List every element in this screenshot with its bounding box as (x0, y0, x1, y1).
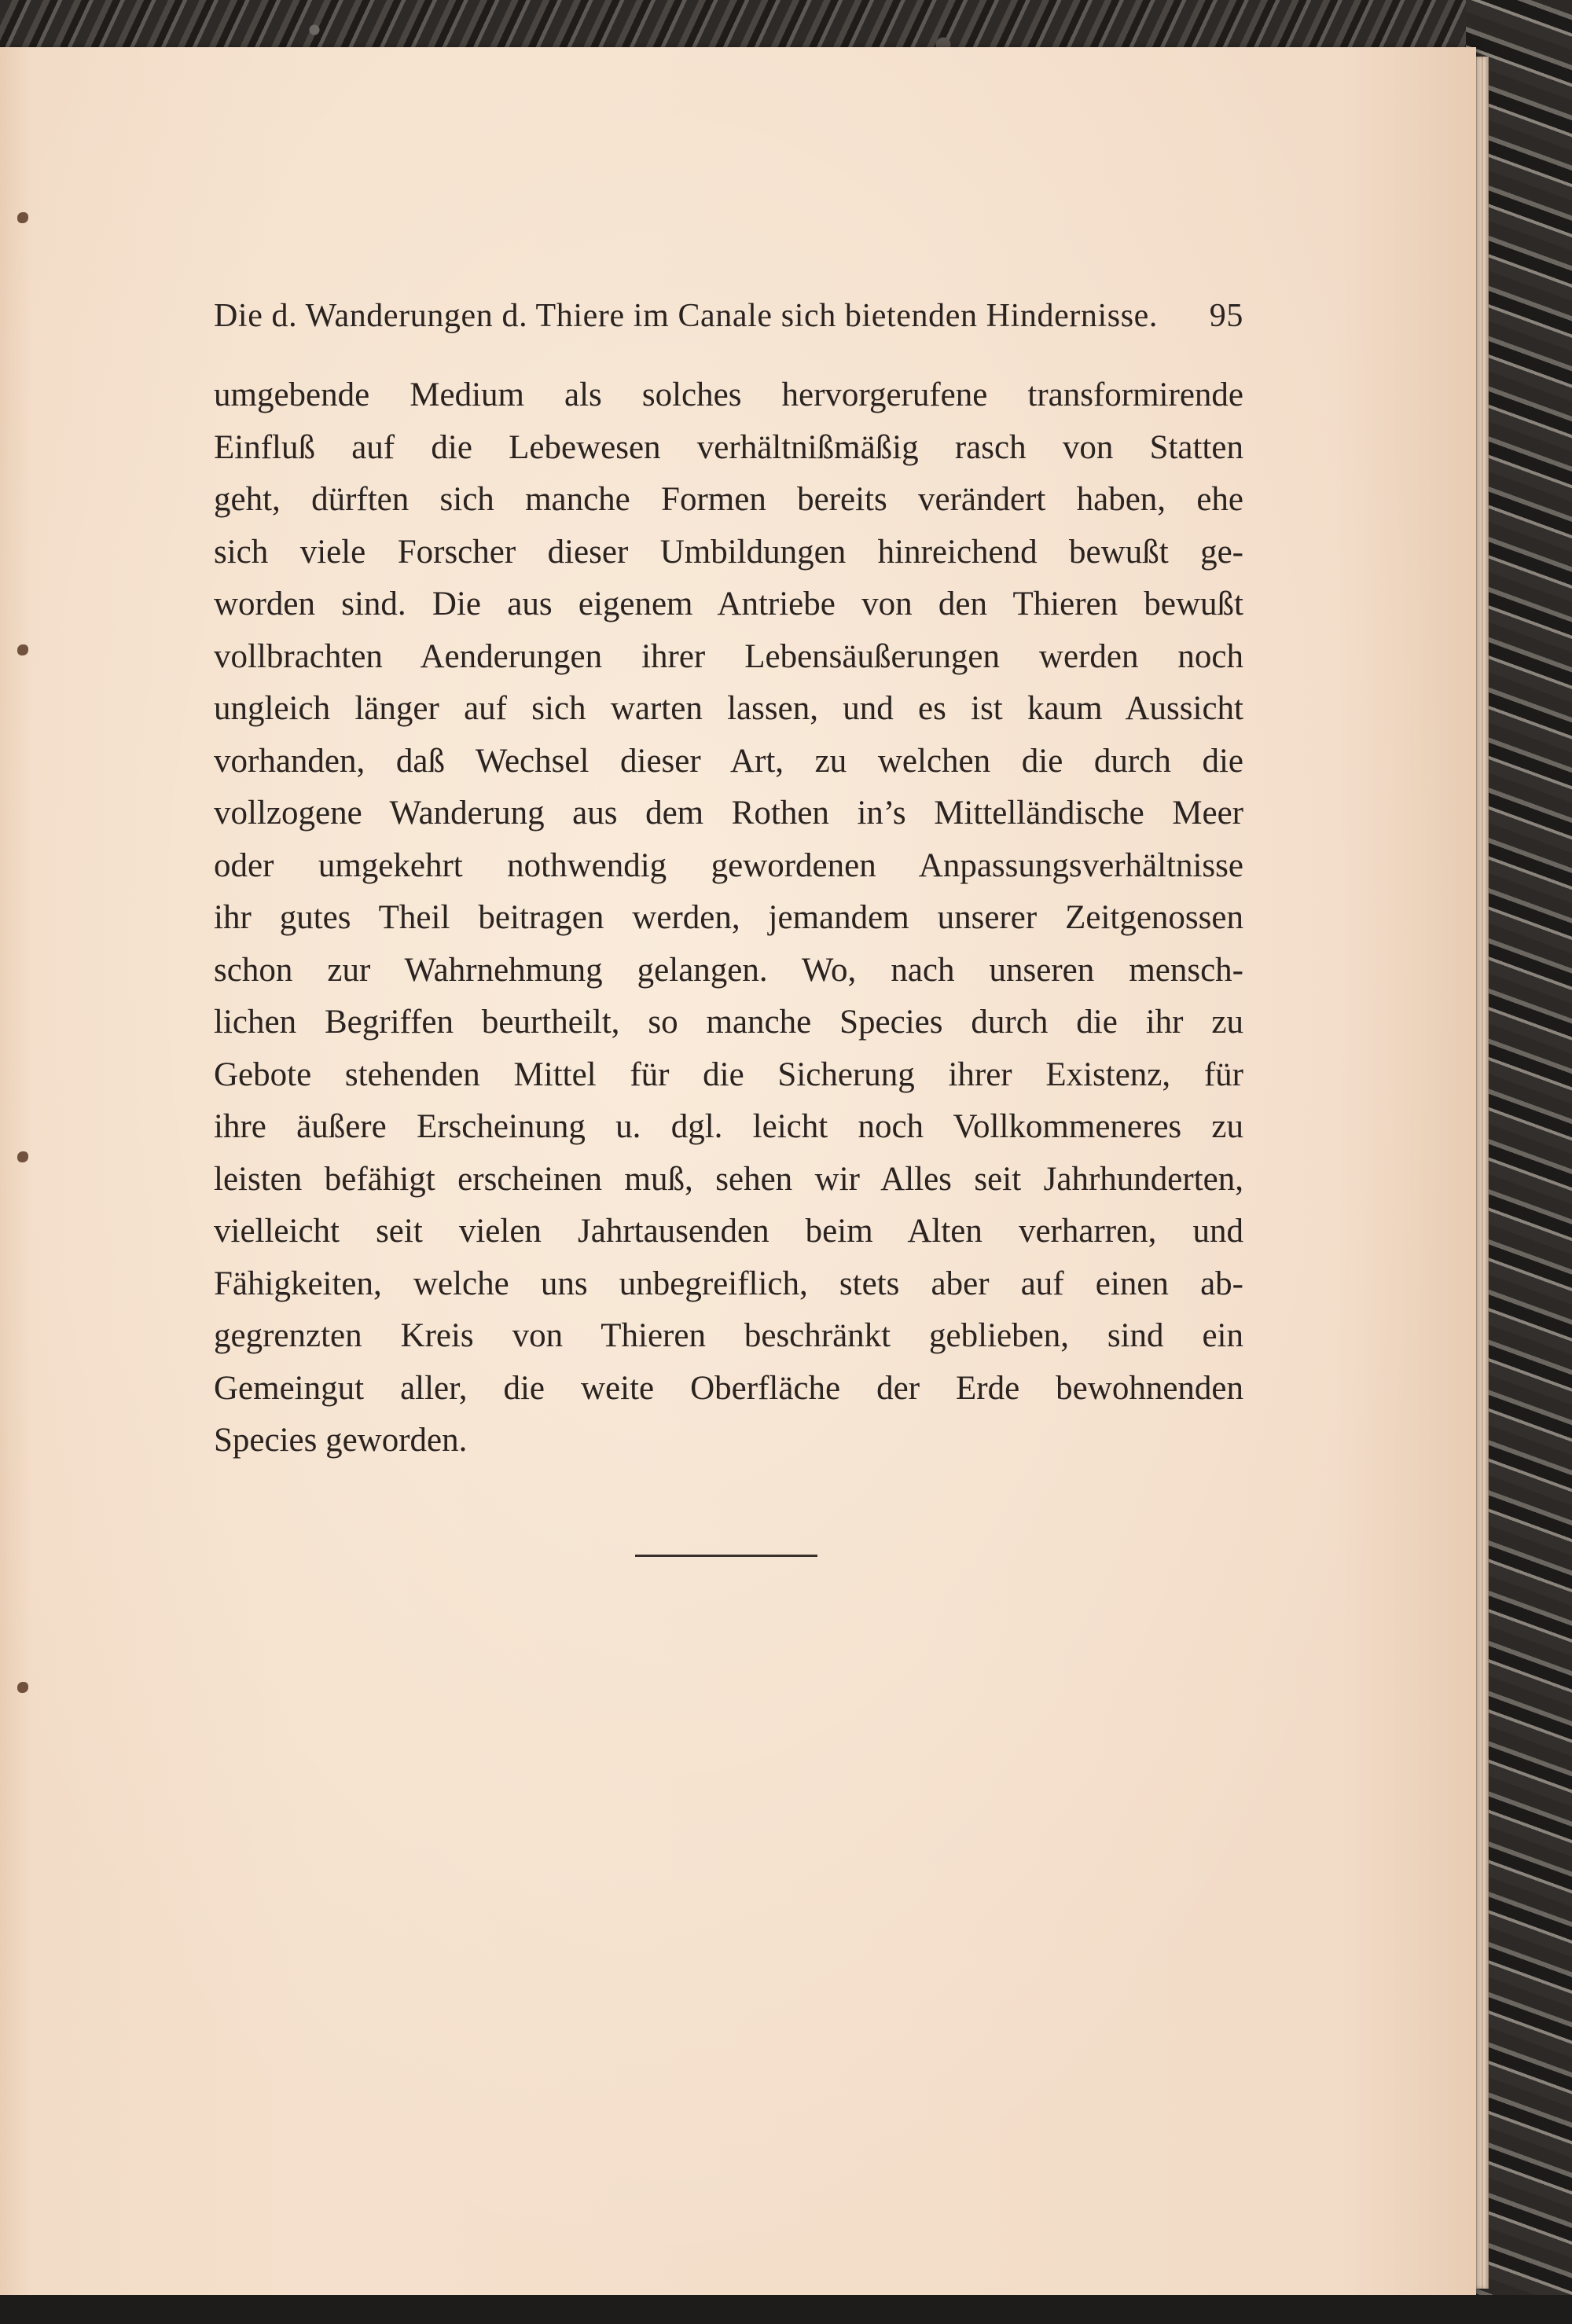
book-page (0, 47, 1476, 2295)
stitch-mark-icon (17, 1682, 28, 1693)
text-line: vollzogene Wanderung aus dem Rothen in’s Mittelländische Meer (214, 795, 1243, 832)
stitch-mark-icon (17, 1151, 28, 1162)
stitch-mark-icon (17, 644, 28, 655)
book-bottom-shadow (0, 2295, 1572, 2324)
text-line: Gemeingut aller, die weite Oberfläche der Erde bewohnenden (214, 1369, 1243, 1407)
text-line: Fähigkeiten, welche uns unbegreiflich, stets aber auf einen ab- (214, 1265, 1243, 1302)
section-end-rule (635, 1555, 817, 1557)
text-line: worden sind. Die aus eigenem Antriebe von den Thieren bewußt (214, 586, 1243, 622)
text-line: leisten befähigt erscheinen muß, sehen wir Alles seit Jahrhunderten, (214, 1160, 1243, 1198)
text-line-last: Species geworden. (214, 1422, 468, 1459)
page-number: 95 (1209, 298, 1243, 334)
running-head (214, 297, 1243, 335)
text-line: lichen Begriffen beurtheilt, so manche Species durch die ihr zu (214, 1004, 1243, 1041)
stitch-mark-icon (17, 212, 28, 223)
text-line: vielleicht seit vielen Jahrtausenden beim Alten verharren, und (214, 1213, 1243, 1250)
text-line: geht, dürften sich manche Formen bereits verändert haben, ehe (214, 481, 1243, 518)
text-line: ihre äußere Erscheinung u. dgl. leicht noch Vollkommeneres zu (214, 1108, 1243, 1145)
text-line: umgebende Medium als solches hervorgerufene transformirende (214, 376, 1243, 413)
text-line: ihr gutes Theil beitragen werden, jemandem unserer Zeitgenossen (214, 899, 1243, 936)
text-line: ungleich länger auf sich warten lassen, und es ist kaum Aussicht (214, 690, 1243, 727)
text-line: vorhanden, daß Wechsel dieser Art, zu welchen die durch die (214, 742, 1243, 780)
text-line: Gebote stehenden Mittel für die Sicherung ihrer Existenz, für (214, 1056, 1243, 1093)
body-text (214, 369, 1243, 1467)
text-line: vollbrachten Aenderungen ihrer Lebensäußerungen werden noch (214, 637, 1243, 675)
text-line: schon zur Wahrnehmung gelangen. Wo, nach unseren mensch- (214, 951, 1243, 989)
text-line: Einfluß auf die Lebewesen verhältnißmäßig rasch von Statten (214, 428, 1243, 466)
running-head-title: Die d. Wanderungen d. Thiere im Canale sich bietenden Hindernisse. (214, 298, 1158, 334)
text-line: sich viele Forscher dieser Umbildungen hinreichend bewußt ge- (214, 533, 1243, 571)
text-line: gegrenzten Kreis von Thieren beschränkt geblieben, sind ein (214, 1317, 1243, 1354)
text-line: oder umgekehrt nothwendig gewordenen Anpassungsverhältnisse (214, 846, 1243, 884)
